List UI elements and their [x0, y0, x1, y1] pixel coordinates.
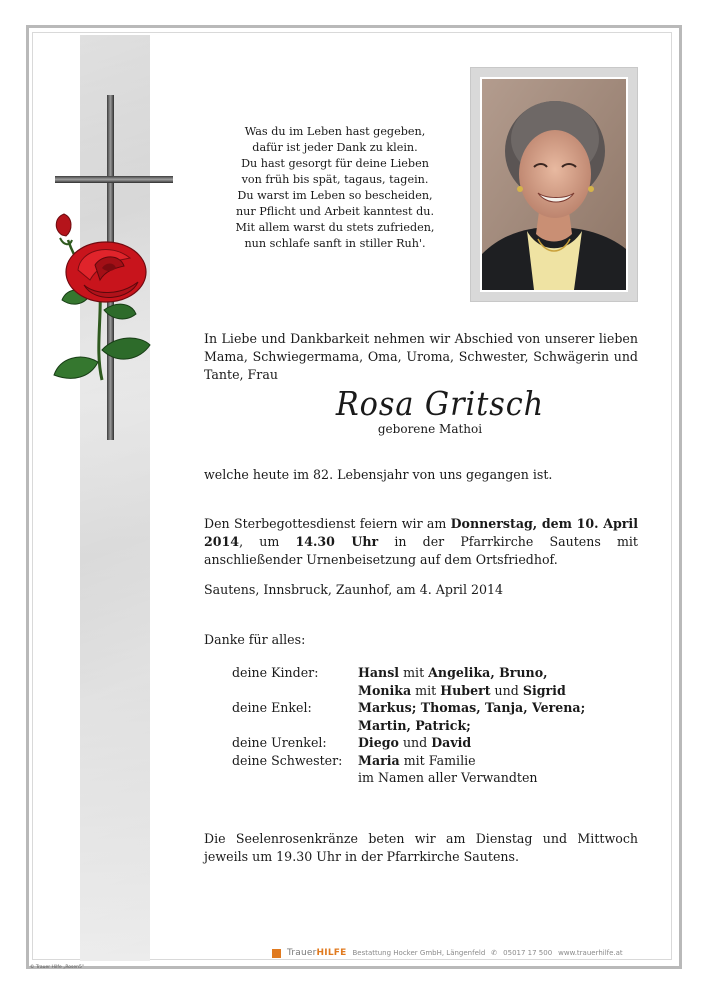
passed-text: welche heute im 82. Lebensjahr von uns gegangen ist.	[204, 467, 553, 482]
name-connector: mit	[411, 682, 441, 698]
family-label-empty	[232, 717, 358, 735]
service-text	[204, 515, 638, 569]
service-time: 14.30 Uhr	[295, 534, 379, 549]
service-part3: in der Pfarrkirche Sautens mit anschließender Urnenbeisetzung auf dem Ortsfriedhof.	[204, 534, 638, 567]
footer-web[interactable]: www.trauerhilfe.at	[558, 949, 623, 957]
name-connector: mit	[399, 665, 429, 680]
poem-line: nur Pflicht und Arbeit kanntest du.	[235, 205, 435, 218]
copyright-note: © Trauer Hilfe „Rosen5"	[30, 965, 84, 970]
family-label: deine Kinder:	[232, 665, 319, 680]
name-bold: Maria	[358, 752, 400, 768]
thanks-heading: Danke für alles:	[204, 632, 306, 647]
deceased-name: Rosa Gritsch	[335, 384, 545, 423]
cross-horizontal-beam	[55, 176, 173, 183]
family-label-empty	[232, 682, 358, 700]
service-part2: , um	[239, 534, 296, 549]
rosary-text: Die Seelenrosenkränze beten wir am Dienstag und Mittwoch jeweils um 19.30 Uhr in der Pfarrkirche Sautens.	[204, 831, 638, 864]
service-part1: Den Sterbegottesdienst feiern wir am	[204, 516, 451, 531]
phone-icon: ✆	[491, 949, 498, 957]
family-row-schwester	[232, 752, 632, 770]
logo-text-a: Trauer	[287, 948, 317, 958]
family-label-empty	[232, 769, 358, 787]
family-names	[358, 752, 632, 770]
name-bold: Markus; Thomas, Tanja, Verena;	[358, 700, 586, 715]
name-bold: Hubert	[440, 682, 491, 698]
place-date: Sautens, Innsbruck, Zaunhof, am 4. April 2014	[204, 582, 504, 597]
poem-line: Du warst im Leben so bescheiden,	[237, 189, 433, 202]
poem	[220, 124, 450, 252]
footer	[272, 946, 623, 960]
name-bold: Sigrid	[522, 682, 566, 698]
name-bold: Martin, Patrick;	[358, 717, 471, 733]
family-closing: im Namen aller Verwandten	[358, 770, 538, 785]
cross-with-rose-icon	[40, 90, 180, 445]
portrait-photo-icon	[482, 79, 626, 290]
logo-text-b: HILFE	[316, 948, 347, 958]
family-row-enkel-2	[232, 717, 632, 735]
cross-rose-illustration	[40, 90, 180, 445]
trauerhilfe-logo	[287, 948, 346, 958]
trauerhilfe-logo-icon	[272, 949, 281, 958]
family-row-enkel	[232, 699, 632, 717]
name-connector: und	[490, 682, 523, 698]
name-bold: Diego	[358, 735, 399, 750]
family-names	[358, 734, 632, 752]
poem-line: nun schlafe sanft in stiller Ruh'.	[244, 237, 426, 250]
family-names	[358, 664, 632, 682]
footer-company: Bestattung Hocker GmbH, Längenfeld	[352, 949, 486, 957]
name-bold: Hansl	[358, 665, 400, 680]
poem-line: Was du im Leben hast gegeben,	[244, 125, 426, 138]
name-bold: Angelika, Bruno,	[428, 665, 548, 680]
family-row-kinder	[232, 664, 632, 682]
portrait-mat	[480, 77, 628, 292]
family-label: deine Enkel:	[232, 700, 312, 715]
family-row-kinder-2	[232, 682, 632, 700]
family-row-closing	[232, 769, 632, 787]
family-row-urenkel	[232, 734, 632, 752]
family-label: deine Schwester:	[232, 752, 343, 768]
footer-phone: 05017 17 500	[503, 949, 553, 957]
maiden-name: geborene Mathoi	[377, 422, 483, 436]
intro-text: In Liebe und Dankbarkeit nehmen wir Abschied von unserer lieben Mama, Schwiegermama, Oma, Uroma, Schwester, Schwägerin und Tante, Frau	[204, 331, 638, 382]
name-bold: David	[431, 735, 472, 750]
portrait-frame	[470, 67, 638, 302]
family-names	[358, 682, 632, 700]
poem-line: Mit allem warst du stets zufrieden,	[235, 221, 435, 234]
name-connector: mit Familie	[399, 752, 476, 768]
family-label: deine Urenkel:	[232, 735, 327, 750]
family-names	[358, 699, 632, 717]
name-connector: und	[398, 735, 432, 750]
poem-line: Du hast gesorgt für deine Lieben	[241, 157, 429, 170]
poem-line: dafür ist jeder Dank zu klein.	[252, 141, 418, 154]
family-list	[232, 664, 632, 787]
poem-line: von früh bis spät, tagaus, tagein.	[241, 173, 429, 186]
family-names	[358, 717, 632, 735]
service-date: Donnerstag, dem 10. April 2014	[204, 516, 638, 549]
name-bold: Monika	[358, 682, 412, 698]
